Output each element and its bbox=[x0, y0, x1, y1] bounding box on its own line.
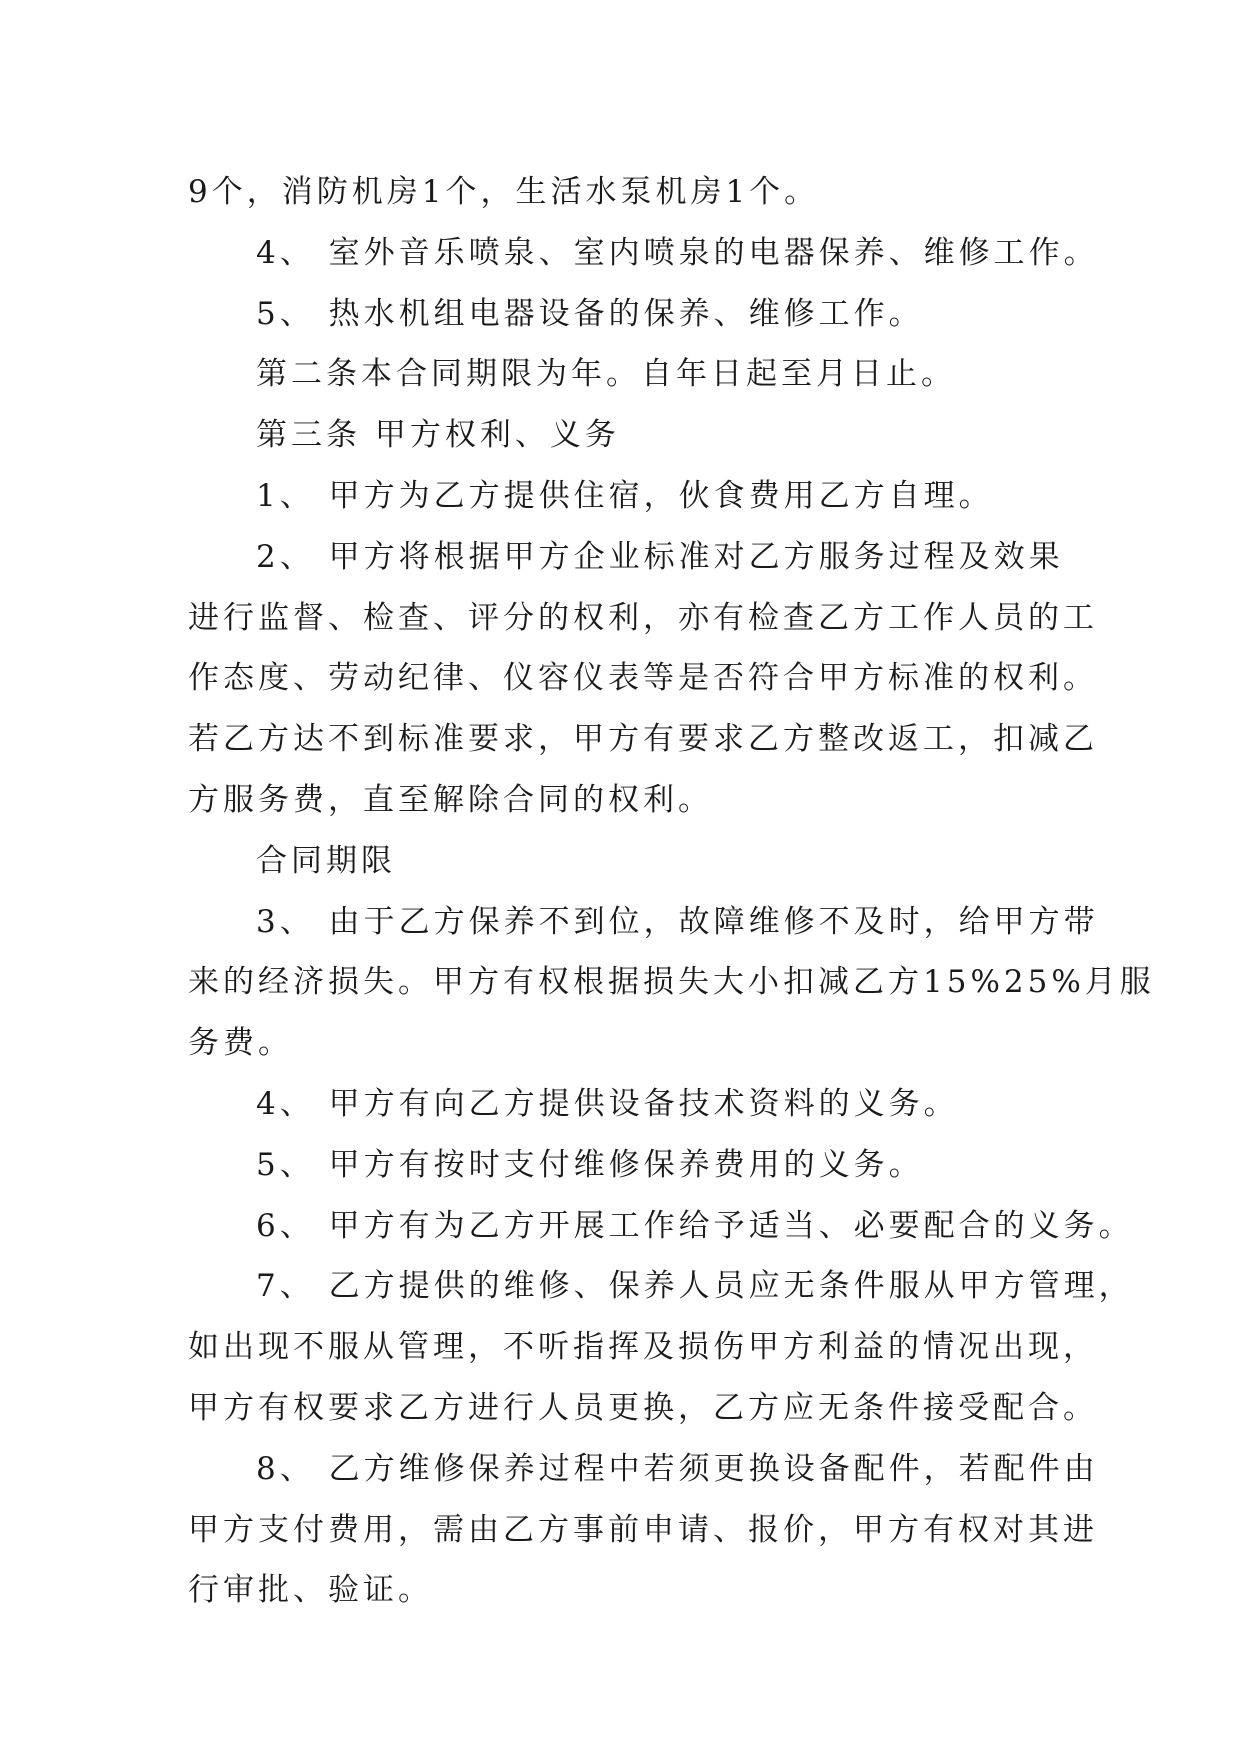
text-line: 1、 甲方为乙方提供住宿，伙食费用乙方自理。 bbox=[256, 477, 994, 514]
text-line: 5、 甲方有按时支付维修保养费用的义务。 bbox=[256, 1146, 924, 1183]
text-line: 如出现不服从管理，不听指挥及损伤甲方利益的情况出现， bbox=[188, 1329, 1098, 1366]
text-line: 第三条 甲方权利、义务 bbox=[256, 417, 620, 454]
text-line: 甲方支付费用，需由乙方事前申请、报价，甲方有权对其进 bbox=[188, 1511, 1098, 1548]
text-line: 方服务费，直至解除合同的权利。 bbox=[188, 781, 713, 818]
text-line: 5、 热水机组电器设备的保养、维修工作。 bbox=[256, 295, 924, 332]
text-line: 合同期限 bbox=[256, 842, 396, 879]
text-line: 4、 甲方有向乙方提供设备技术资料的义务。 bbox=[256, 1085, 959, 1122]
text-line: 第二条本合同期限为年。自年日起至月日止。 bbox=[256, 356, 956, 393]
text-line: 行审批、验证。 bbox=[188, 1572, 433, 1609]
text-line: 8、 乙方维修保养过程中若须更换设备配件，若配件由 bbox=[256, 1450, 1099, 1487]
contract-body-text bbox=[188, 162, 1155, 1621]
text-line: 7、 乙方提供的维修、保养人员应无条件服从甲方管理， bbox=[256, 1268, 1134, 1305]
text-line: 6、 甲方有为乙方开展工作给予适当、必要配合的义务。 bbox=[256, 1207, 1134, 1244]
text-line: 2、 甲方将根据甲方企业标准对乙方服务过程及效果 bbox=[256, 538, 1064, 575]
text-line: 甲方有权要求乙方进行人员更换，乙方应无条件接受配合。 bbox=[188, 1389, 1098, 1426]
text-line: 作态度、劳动纪律、仪容仪表等是否符合甲方标准的权利。 bbox=[188, 660, 1098, 697]
text-line: 务费。 bbox=[188, 1025, 293, 1062]
text-line: 进行监督、检查、评分的权利，亦有检查乙方工作人员的工 bbox=[188, 599, 1098, 636]
text-line: 来的经济损失。甲方有权根据损失大小扣减乙方15%25%月服 bbox=[188, 964, 1155, 1001]
text-line: 9个，消防机房1个，生活水泵机房1个。 bbox=[188, 174, 820, 210]
text-line: 3、 由于乙方保养不到位，故障维修不及时，给甲方带 bbox=[256, 903, 1099, 940]
text-line: 4、 室外音乐喷泉、室内喷泉的电器保养、维修工作。 bbox=[256, 234, 1099, 271]
text-line: 若乙方达不到标准要求，甲方有要求乙方整改返工，扣减乙 bbox=[188, 721, 1098, 758]
